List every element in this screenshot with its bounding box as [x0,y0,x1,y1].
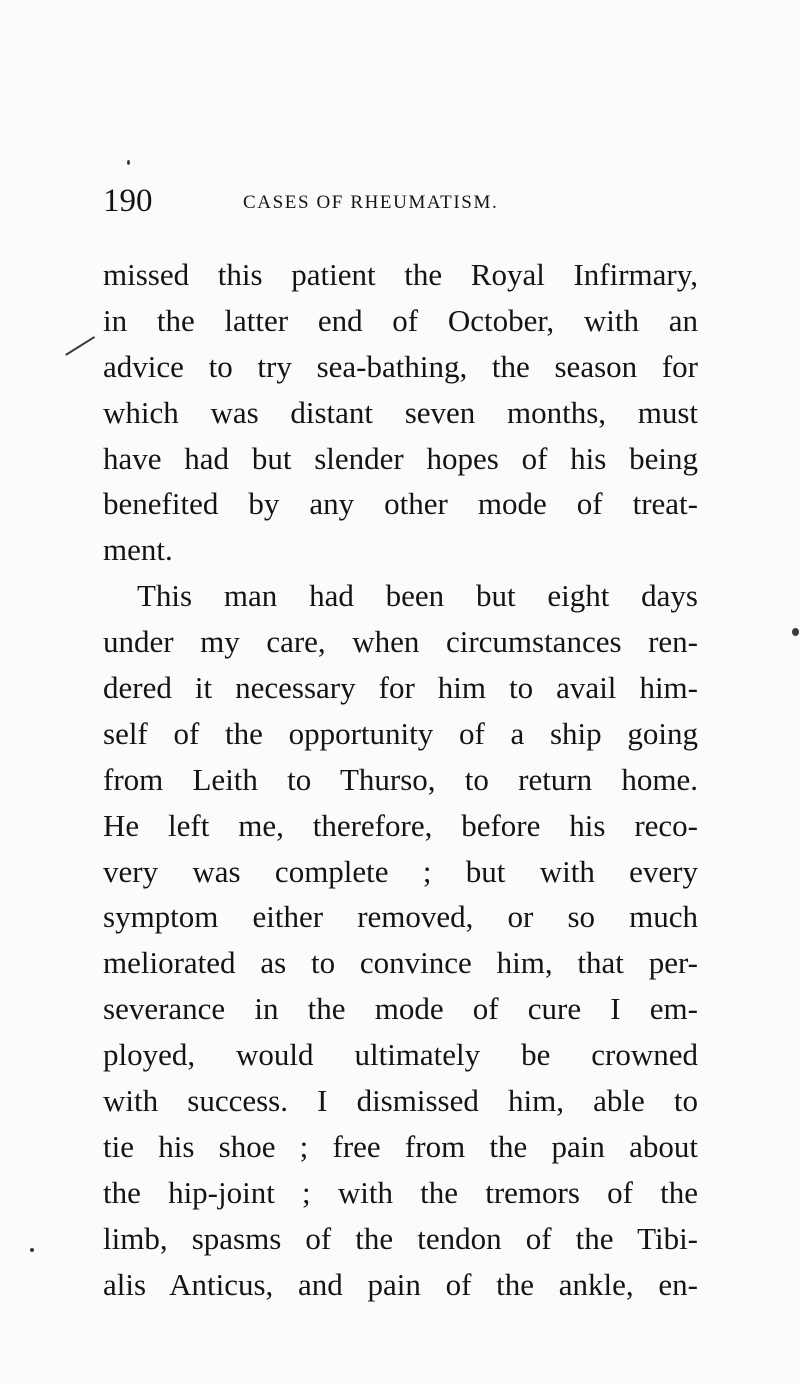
page-number: 190 [103,183,153,219]
paper-speck [127,160,130,165]
text-line: have had but slender hopes of his being [103,440,698,476]
text-line: from Leith to Thurso, to return home. [103,761,698,797]
text-line: benefited by any other mode of treat- [103,486,698,522]
paper-speck [65,336,95,355]
text-line: ployed, would ultimately be crowned [103,1037,698,1073]
paper-speck [792,628,799,636]
text-line: limb, spasms of the tendon of the Tibi- [103,1220,698,1256]
running-title: CASES OF RHEUMATISM. [243,192,499,213]
text-line: in the latter end of October, with an [103,302,698,338]
text-line: meliorated as to convince him, that per- [103,945,698,981]
text-line: under my care, when circumstances ren- [103,624,698,660]
text-line: with success. I dismissed him, able to [103,1083,698,1119]
text-line: tie his shoe ; free from the pain about [103,1128,698,1164]
text-line: He left me, therefore, before his reco- [103,807,698,843]
text-line: which was distant seven months, must [103,394,698,430]
text-line: advice to try sea-bathing, the season for [103,348,698,384]
page-header [103,183,703,223]
text-line: self of the opportunity of a ship going [103,715,698,751]
text-line: very was complete ; but with every [103,853,698,889]
paper-speck [30,1248,34,1252]
text-line: ment. [103,532,173,568]
text-line: symptom either removed, or so much [103,899,698,935]
paragraph-start-line: This man had been but eight days [137,578,698,614]
text-line: the hip-joint ; with the tremors of the [103,1174,698,1210]
body-text [103,252,698,1307]
text-line: dered it necessary for him to avail him- [103,670,698,706]
text-line: missed this patient the Royal Infirmary, [103,257,698,292]
text-line: alis Anticus, and pain of the ankle, en- [103,1266,698,1302]
text-line: severance in the mode of cure I em- [103,991,698,1027]
